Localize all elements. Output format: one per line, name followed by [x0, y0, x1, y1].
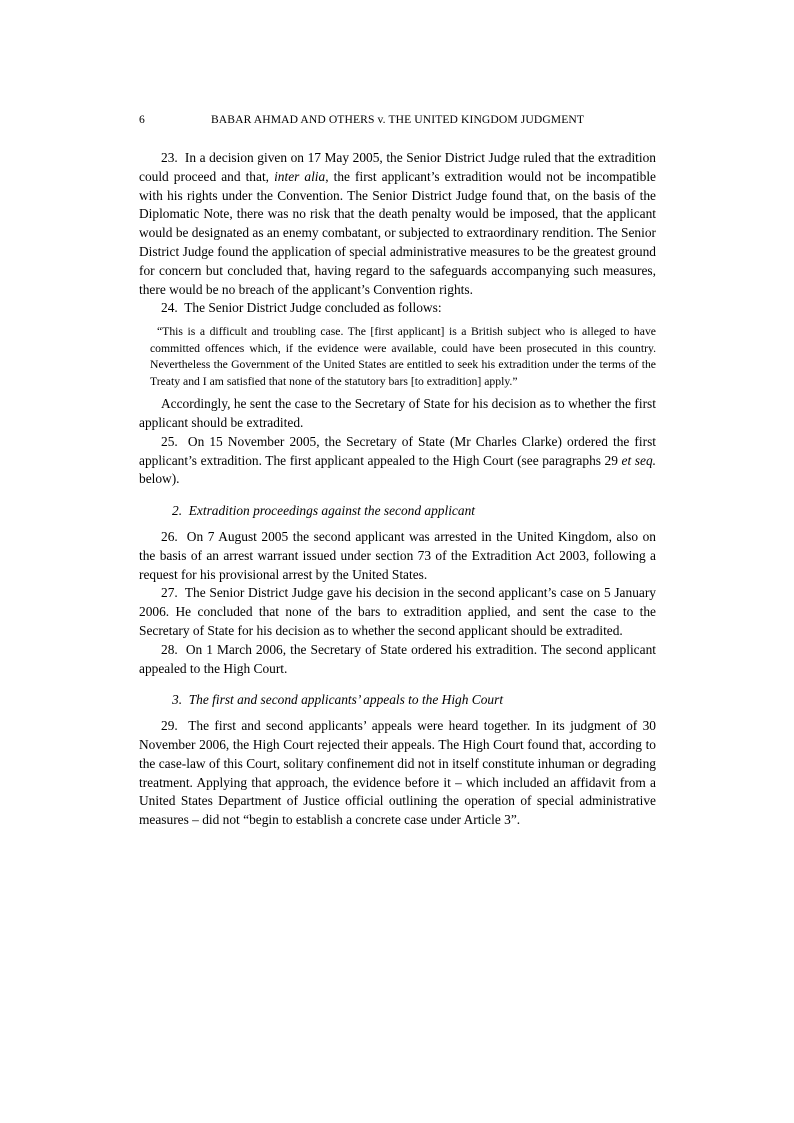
paragraph-29 — [139, 717, 656, 830]
paragraph-23 — [139, 149, 656, 299]
page-number: 6 — [139, 113, 145, 126]
paragraph-26 — [139, 528, 656, 584]
text-segment: 27. The Senior District Judge gave his decision in the second applicant’s case on 5 January 2006. He concluded that none of the bars to extradition applied, and sent the case to the Secretary of State for his decision as to whether the second applicant should be extradited. — [139, 585, 656, 638]
text-segment: 28. On 1 March 2006, the Secretary of State ordered his extradition. The second applicant appealed to the High Court. — [139, 641, 656, 676]
text-segment: 24. The Senior District Judge concluded as follows: — [161, 300, 442, 316]
text-segment: 29. The first and second applicants’ appeals were heard together. In its judgment of 30 November 2006, the High Court rejected their appeals. The High Court found that, according to the case-law of this Court, solitary confinement did not in itself constitute inhuman or degrading treatment. Applying that approach, the evidence before it – which included an affidavit from a United States Department of Justice official outlining the operation of special administrative measures – did not “begin to establish a concrete case under Article 3”. — [139, 718, 656, 828]
text-block — [139, 112, 656, 830]
blockquote-senior-district-judge — [150, 324, 656, 390]
section-heading-2 — [139, 502, 656, 521]
text-segment: Accordingly, he sent the case to the Secretary of State for his decision as to whether the first applicant should be extradited. — [139, 396, 656, 430]
text-segment: 26. On 7 August 2005 the second applicant was arrested in the United Kingdom, also on the basis of an arrest warrant issued under section 73 of the Extradition Act 2003, following a request for his provisional arrest by the United States. — [139, 528, 656, 582]
italic-text-segment: et seq. — [621, 452, 656, 468]
text-segment: below). — [139, 471, 180, 487]
section-heading-3 — [139, 691, 656, 710]
page-header — [139, 112, 656, 127]
text-segment: 2. Extradition proceedings against the second applicant — [172, 503, 475, 519]
text-segment: , the first applicant’s extradition would not be incompatible with his rights under the Convention. The Senior District Judge found that, on the basis of the Diplomatic Note, there was no risk that the death penalty would be imposed, that the applicant would be designated as an enemy combatant, or subjected to extraordinary rendition. The Senior District Judge found the application of special administrative measures to be the greatest ground for concern but concluded that, having regard to the safeguards accompanying such measures, there would be no breach of the applicant’s Convention rights. — [139, 168, 656, 297]
paragraph-accordingly — [139, 395, 656, 433]
paragraph-24 — [139, 299, 656, 318]
text-segment: 23. In a decision given on 17 May 2005, the Senior District Judge ruled that the extradition could proceed and that, — [139, 150, 656, 184]
text-segment: 3. The first and second applicants’ appeals to the High Court — [172, 692, 504, 708]
running-header-title: BABAR AHMAD AND OTHERS v. THE UNITED KINGDOM JUDGMENT — [210, 113, 585, 126]
text-segment: 25. On 15 November 2005, the Secretary of State (Mr Charles Clarke) ordered the first applicant’s extradition. The first applicant appealed to the High Court (see paragraphs 29 — [139, 433, 656, 468]
paragraph-28 — [139, 641, 656, 679]
paragraph-25 — [139, 433, 656, 489]
italic-text-segment: inter alia — [274, 168, 326, 184]
text-segment: “This is a difficult and troubling case. The [first applicant] is a British subject who is alleged to have committed offences which, if the evidence were available, could have been prosecuted in this country. Nevertheless the Government of the United States are entitled to seek his extradition under the terms of the Treaty and I am satisfied that none of the statutory bars [to extradition] apply.” — [150, 325, 656, 388]
paragraph-27 — [139, 584, 656, 640]
